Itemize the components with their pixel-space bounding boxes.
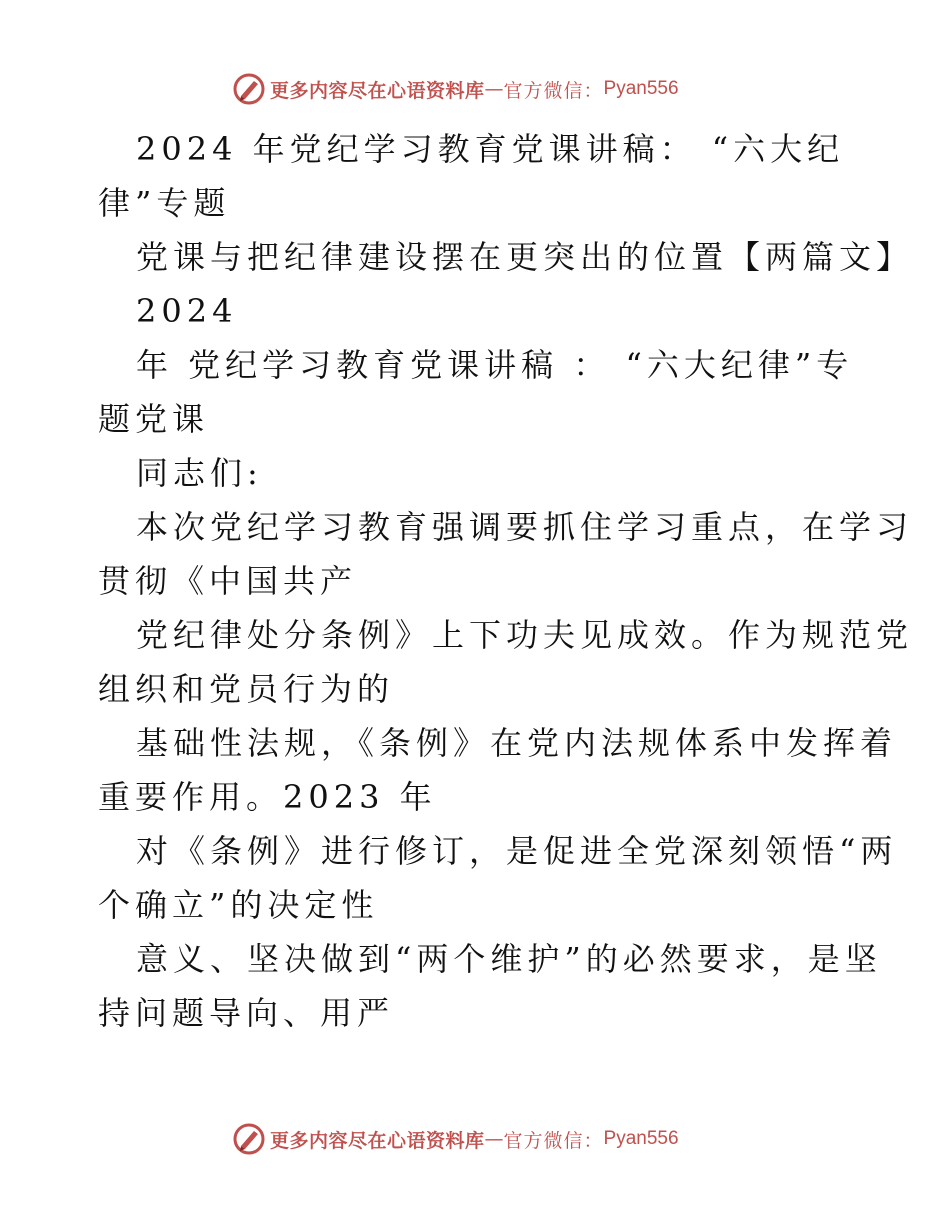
- watermark-site-text: 更多内容尽在心语资料库: [270, 79, 485, 102]
- text-line: 党课与把纪律建设摆在更突出的位置【两篇文】: [136, 238, 914, 276]
- watermark-wechat-label: 官方微信：: [503, 1129, 604, 1152]
- watermark-wechat-id: Pyan556: [603, 1128, 679, 1149]
- text-line: 年 党纪学习教育党课讲稿 ： “六大纪律”专: [136, 346, 854, 384]
- footer-watermark: [232, 1122, 732, 1156]
- header-watermark: [232, 72, 732, 106]
- watermark-wechat-id: Pyan556: [603, 78, 679, 99]
- watermark-wechat-label: 官方微信：: [503, 79, 604, 102]
- watermark-dash: —: [484, 1128, 504, 1150]
- pen-logo-icon: [232, 1122, 266, 1156]
- text-line: 对《条例》进行修订，是促进全党深刻领悟“两: [136, 832, 898, 870]
- text-line: 贯彻《中国共产: [98, 562, 358, 600]
- text-line: 持问题导向、用严: [98, 994, 395, 1032]
- text-line: 个确立”的决定性: [98, 886, 379, 924]
- text-line: 律”专题: [98, 184, 231, 222]
- document-body: [98, 122, 914, 1040]
- text-line: 基础性法规，《条例》在党内法规体系中发挥着: [136, 724, 898, 762]
- pen-logo-icon: [232, 72, 266, 106]
- text-line: 同志们:: [136, 454, 263, 492]
- text-line: 本次党纪学习教育强调要抓住学习重点，在学习: [136, 508, 914, 546]
- text-line: 重要作用。2023 年: [98, 778, 437, 816]
- watermark-dash: —: [484, 78, 504, 100]
- text-line: 题党课: [98, 400, 210, 438]
- text-line: 意义、坚决做到“两个维护”的必然要求，是坚: [136, 940, 882, 978]
- text-line: 组织和党员行为的: [98, 670, 395, 708]
- text-line: 2024 年党纪学习教育党课讲稿： “六大纪: [136, 130, 845, 168]
- watermark-site-text: 更多内容尽在心语资料库: [270, 1129, 485, 1152]
- text-line: 2024: [136, 292, 238, 330]
- text-line: 党纪律处分条例》上下功夫见成效。作为规范党: [136, 616, 914, 654]
